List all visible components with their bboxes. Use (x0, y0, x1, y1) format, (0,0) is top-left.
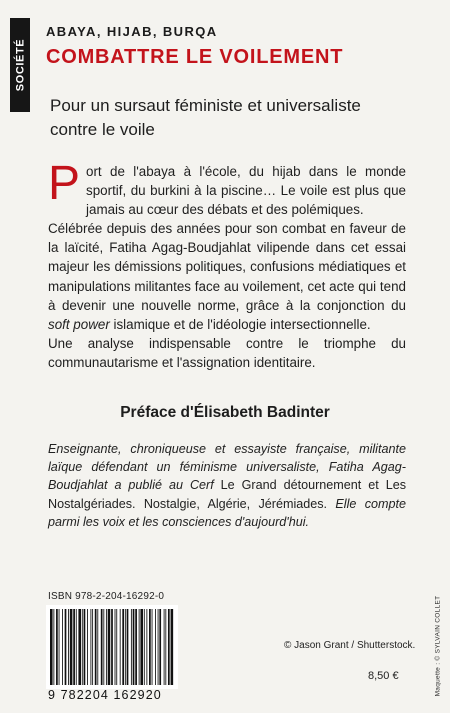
barcode-bar (70, 609, 73, 685)
author-bio-text-a: Enseignante, chroniqueuse et essayiste française, militante laïque défendant un féminisme universaliste, Fatiha Agag-Boudjahlat a publié au (48, 442, 406, 493)
barcode-bar (90, 609, 91, 685)
barcode-bar (155, 609, 156, 685)
barcode-bar (111, 609, 113, 685)
barcode-bar (139, 609, 140, 685)
category-label: SOCIÉTÉ (14, 38, 26, 92)
barcode-bar (116, 609, 117, 685)
dropcap-letter: P (48, 157, 81, 210)
barcode-bar (120, 609, 121, 685)
barcode-bar (103, 609, 104, 685)
barcode-bar (56, 609, 58, 685)
category-band (10, 18, 30, 112)
blurb-paragraph-3: Une analyse indispensable contre le triomphe du communautarisme et l'assignation identitaire. (48, 335, 406, 370)
barcode-bar (50, 609, 53, 685)
barcode-bar (78, 609, 81, 685)
barcode-bar (82, 609, 83, 685)
barcode-bar (76, 609, 77, 685)
design-credit (432, 590, 444, 702)
barcode-bar (106, 609, 107, 685)
design-credit-text: Maquette : © SYLVAIN COLLET (434, 595, 442, 697)
barcode-bar (149, 609, 151, 685)
book-title: COMBATTRE LE VOILEMENT (46, 46, 344, 68)
blurb-paragraph-1 (48, 157, 406, 219)
barcode-bar (164, 609, 165, 685)
barcode-bar (53, 609, 54, 685)
barcode-bar (133, 609, 135, 685)
kicker: ABAYA, HIJAB, BURQA (46, 24, 218, 39)
barcode-bar (65, 609, 67, 685)
barcode-bar (140, 609, 143, 685)
blurb-paragraph-2-text-a: Célébrée depuis des années pour son combat en faveur de la laïcité, Fatiha Agag-Boudjahlat vilipende dans cet essai majeur les démissions politiques, confusions médiatiques et manipulations militantes face au voilement, cet acte qui tend à devenir une nouvelle norme, grâce à la conjonction du (48, 221, 406, 313)
barcode-graphic (46, 605, 178, 689)
barcode-bar (165, 609, 166, 685)
isbn-label: ISBN 978-2-204-16292-0 (48, 591, 165, 602)
photo-credit: © Jason Grant / Shutterstock. (284, 640, 416, 651)
barcode-bar (62, 609, 63, 685)
barcode-bar (115, 609, 116, 685)
barcode-bar (97, 609, 98, 685)
book-subtitle: Pour un sursaut féministe et universaliste contre le voile (50, 96, 361, 139)
preface-line: Préface d'Élisabeth Badinter (120, 404, 330, 421)
price: 8,50 € (368, 670, 399, 682)
author-bio-titles: Le Grand détournement et Les Nostalgériades. Nostalgie, Algérie, Jérémiades. (48, 478, 407, 511)
barcode-bar (127, 609, 129, 685)
barcode-bar (84, 609, 86, 685)
barcode-bar (158, 609, 159, 685)
barcode-bar (95, 609, 97, 685)
blurb-paragraph-2-text-b: islamique et de l'idéologie intersectionnelle. (109, 316, 371, 332)
barcode-bar (152, 609, 153, 685)
blurb-paragraph-2 (48, 219, 406, 334)
barcode-bar (101, 609, 103, 685)
barcode-digits: 9 782204 162920 (48, 688, 162, 702)
barcode-bar (87, 609, 88, 685)
barcode-bar (108, 609, 111, 685)
barcode-bar (168, 609, 170, 685)
author-bio-text-d: Elle compte parmi les voix et les consciences d'aujourd'hui. (48, 496, 406, 529)
barcode-bar (146, 609, 147, 685)
barcode-bar (135, 609, 137, 685)
blurb-paragraph-2-emphasis: soft power (48, 316, 110, 332)
barcode-bar (68, 609, 69, 685)
barcode-bar (171, 609, 174, 685)
author-bio-publisher: Cerf (189, 478, 214, 493)
barcode-bar (92, 609, 93, 685)
barcode-bar (73, 609, 75, 685)
barcode-bar (144, 609, 145, 685)
barcode-bar (59, 609, 60, 685)
barcode-bar (122, 609, 124, 685)
blurb-paragraph-1-text: ort de l'abaya à l'école, du hijab dans le monde sportif, du burkini à la piscine… Le voile est plus que jamais au cœur des débats et des polémiques. (86, 164, 406, 218)
barcode-bar (131, 609, 132, 685)
barcode-bar (125, 609, 126, 685)
author-bio (48, 440, 406, 531)
blurb (48, 157, 406, 372)
barcode-bar (159, 609, 161, 685)
